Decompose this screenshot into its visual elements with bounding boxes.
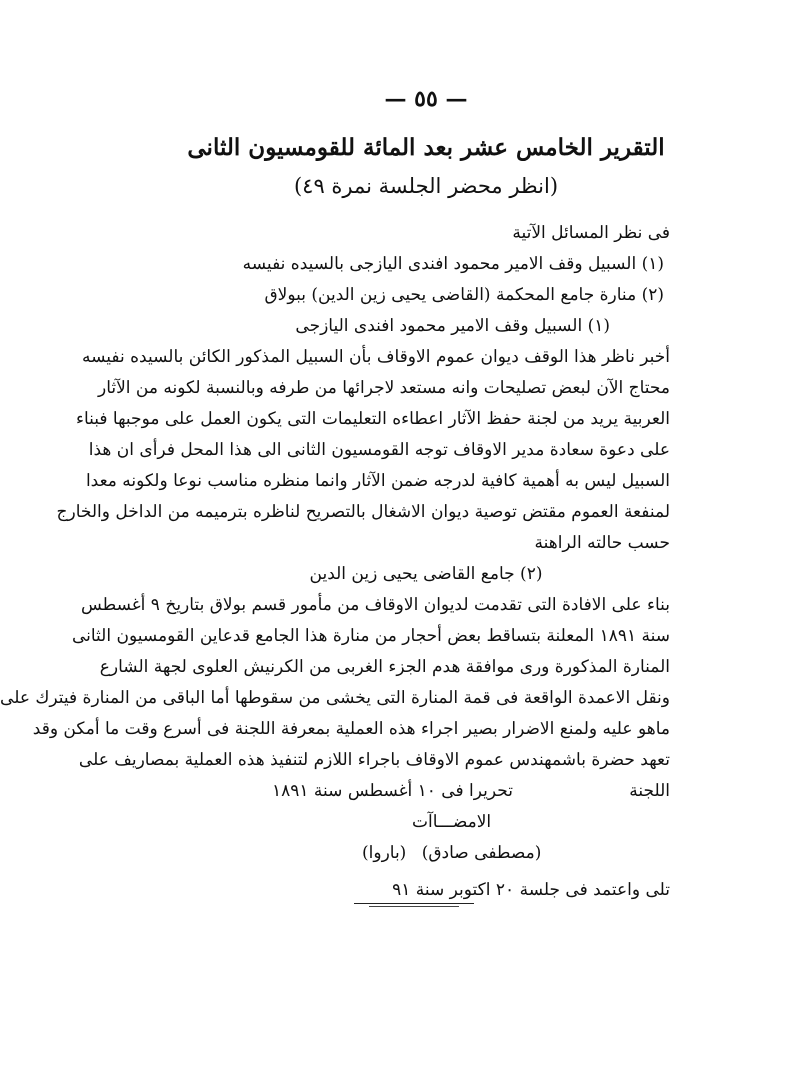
date-text: تحريرا فى ١٠ أغسطس سنة ١٨٩١ (272, 781, 513, 801)
body-line: محتاج الآن لبعض تصليحات وانه مستعد لاجرائها من طرفه وبالنسبة لكونه من الآثار (97, 378, 670, 398)
closing-line: تلى واعتمد فى جلسة ٢٠ اكتوبر سنة ٩١ (392, 880, 670, 900)
date-line (182, 776, 670, 807)
last-word: اللجنة (629, 781, 670, 801)
body-line: حسب حالته الراهنة (534, 533, 670, 553)
body-line: العربية يريد من لجنة حفظ الآثار اعطاءه التعليمات التى يكون العمل على موجبها فبناء (75, 409, 670, 429)
agenda-item: (٢) منارة جامع المحكمة (القاضى يحيى زين الدين) ببولاق (264, 285, 664, 305)
decorative-rule (354, 903, 474, 904)
report-title: التقرير الخامس عشر بعد المائة للقومسيون الثانى (187, 134, 665, 161)
body-line: سنة ١٨٩١ المعلنة بتساقط بعض أحجار من منارة هذا الجامع قدعاين القومسيون الثانى (71, 626, 670, 646)
body-line: لمنفعة العموم مقتض توصية ديوان الاشغال بالتصريح لناظره بترميمه من الداخل والخارج (56, 502, 670, 522)
agenda-item: (١) السبيل وقف الامير محمود افندى اليازجى بالسيده نفيسه (242, 254, 664, 274)
body-line: ماهو عليه ولمنع الاضرار بصير اجراء هذه العملية بمعرفة اللجنة فى أسرع وقت ما أمكن وقد (32, 719, 670, 739)
body-line: المنارة المذكورة ورى موافقة هدم الجزء الغربى من الكرنيش العلوى لجهة الشارع (99, 657, 670, 677)
signatures-label: الامضـــاآت (412, 812, 492, 832)
signature-name: (باروا) (362, 843, 407, 863)
body-line: على دعوة سعادة مدير الاوقاف توجه القومسيون الثانى الى هذا المحل فرأى ان هذا (88, 440, 670, 460)
intro-line: فى نظر المسائل الآتية (512, 223, 670, 243)
body-line: السبيل ليس به أهمية كافية لدرجه ضمن الآثار وانما منظره مناسب نوعا ولكونه معدا (85, 471, 670, 491)
body-line: بناء على الافادة التى تقدمت لديوان الاوقاف من مأمور قسم بولاق بتاريخ ٩ أغسطس (80, 595, 670, 615)
report-subtitle: (انظر محضر الجلسة نمرة ٤٩) (293, 174, 559, 198)
section-heading: (١) السبيل وقف الامير محمود افندى اليازجى (295, 316, 610, 336)
page-number: — ٥٥ — (384, 86, 468, 112)
report-body (0, 218, 670, 906)
section-heading: (٢) جامع القاضى يحيى زين الدين (309, 564, 543, 584)
signature-name: (مصطفى صادق) (421, 843, 542, 863)
signature-names (182, 838, 670, 869)
body-line: ونقل الاعمدة الواقعة فى قمة المنارة التى يخشى من سقوطها أما الباقى من المنارة فيترك على (0, 688, 670, 708)
body-line: تعهد حضرة باشمهندس عموم الاوقاف باجراء اللازم لتنفيذ هذه العملية بمصاريف على (78, 750, 670, 770)
body-line: أخبر ناظر هذا الوقف ديوان عموم الاوقاف بأن السبيل المذكور الكائن بالسيده نفيسه (82, 347, 670, 367)
